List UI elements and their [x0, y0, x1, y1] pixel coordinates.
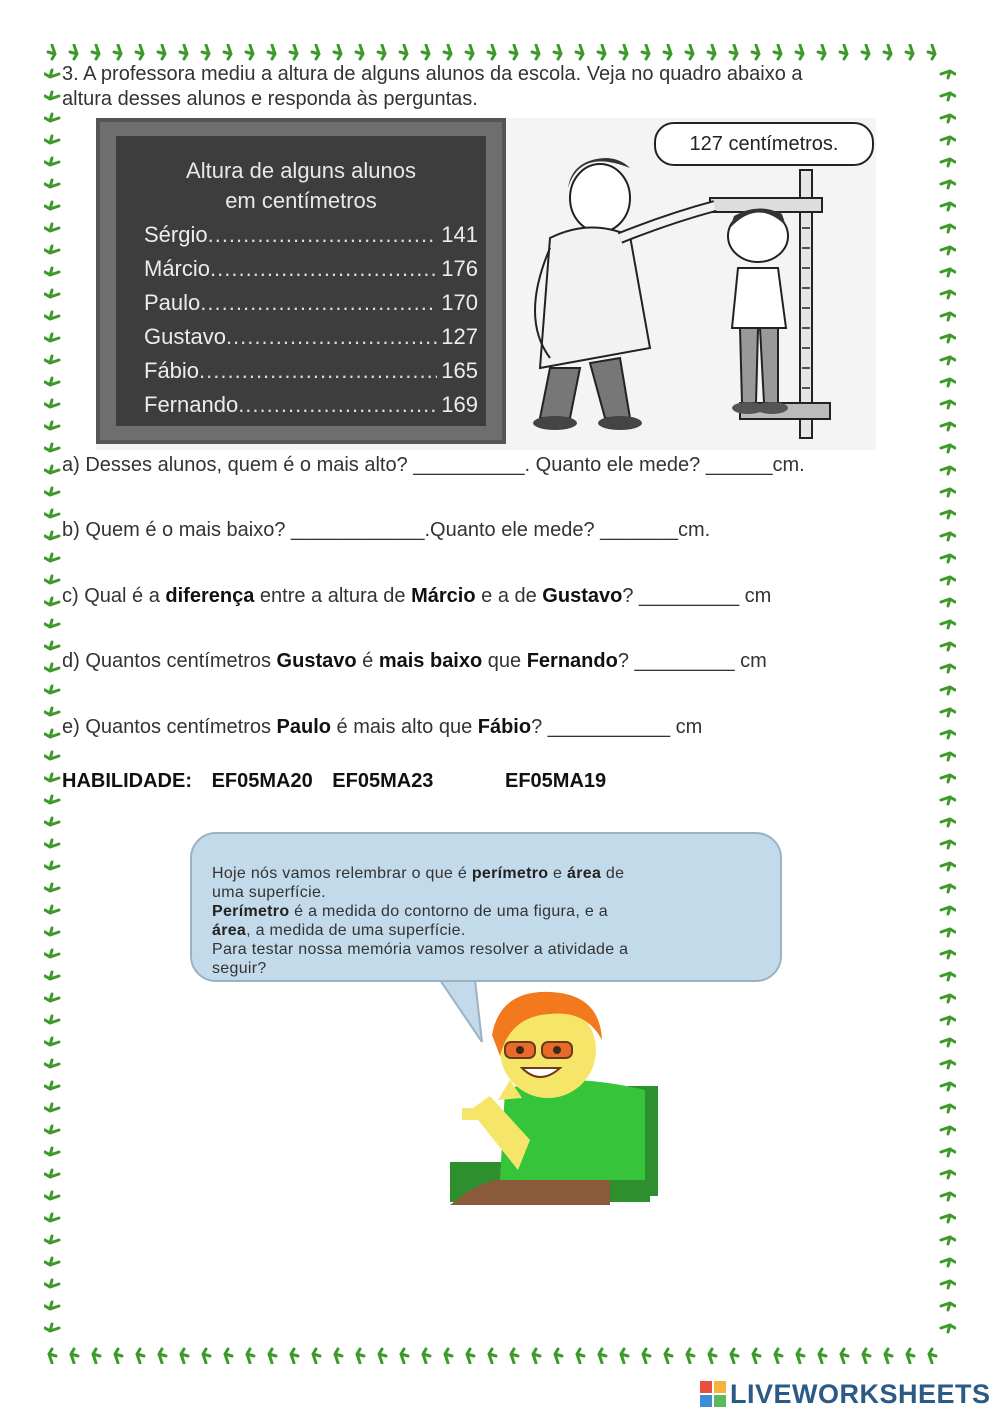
vine-leaf: [401, 1349, 408, 1363]
text-part: ? ___________ cm: [531, 716, 703, 738]
vine-leaf: [941, 1259, 955, 1266]
vine-leaf: [45, 1324, 59, 1331]
bold-term: área: [212, 922, 247, 939]
vine-leaf: [510, 45, 517, 59]
vine-leaf: [819, 1349, 826, 1363]
vine-leaf: [45, 840, 59, 847]
vine-leaf: [45, 356, 59, 363]
vine-leaf: [45, 312, 59, 319]
vine-leaf: [45, 1148, 59, 1155]
vine-leaf: [45, 1170, 59, 1177]
habilidade-code: EF05MA20: [211, 770, 313, 792]
vine-leaf: [753, 1349, 760, 1363]
text-part: d) Quantos centímetros: [62, 650, 277, 672]
vine-leaf: [202, 45, 209, 59]
vine-leaf: [45, 202, 59, 209]
vine-leaf: [45, 400, 59, 407]
vine-leaf: [941, 1237, 955, 1244]
vine-leaf: [941, 907, 955, 914]
vine-leaf: [45, 224, 59, 231]
text-part: Hoje nós vamos relembrar o que é: [212, 865, 472, 882]
question-d: [62, 650, 767, 673]
vine-leaf: [941, 995, 955, 1002]
vine-leaf: [45, 906, 59, 913]
student-height: 170: [441, 290, 478, 315]
vine-leaf: [752, 45, 759, 59]
vine-leaf: [378, 45, 385, 59]
vine-leaf: [598, 45, 605, 59]
vine-leaf: [687, 1349, 694, 1363]
leader-dots: [226, 324, 437, 350]
speech-line: [212, 921, 768, 940]
vine-leaf: [555, 1349, 562, 1363]
vine-leaf: [313, 1349, 320, 1363]
liveworksheets-logo-icon: [700, 1381, 726, 1407]
vine-leaf: [247, 1349, 254, 1363]
vine-leaf: [45, 598, 59, 605]
bold-term: Márcio: [411, 585, 476, 607]
vine-leaf: [532, 45, 539, 59]
vine-leaf: [941, 511, 955, 518]
question-c: [62, 585, 771, 608]
vine-leaf: [941, 1325, 955, 1332]
vine-leaf: [467, 1349, 474, 1363]
chalkboard-title: [100, 156, 502, 216]
vine-leaf: [941, 885, 955, 892]
vine-leaf: [941, 1061, 955, 1068]
leader-dots: [199, 358, 437, 384]
vine-leaf: [45, 114, 59, 121]
vine-leaf: [422, 45, 429, 59]
vine-leaf: [49, 1349, 56, 1363]
vine-leaf: [941, 401, 955, 408]
vine-leaf: [642, 45, 649, 59]
intro-line-1: 3. A professora mediu a altura de alguns alunos da escola. Veja no quadro abaixo a: [62, 63, 803, 85]
vine-leaf: [941, 269, 955, 276]
vine-leaf: [45, 1016, 59, 1023]
student-height: 127: [441, 324, 478, 349]
vine-leaf: [796, 45, 803, 59]
vine-leaf: [45, 994, 59, 1001]
vine-leaf: [941, 577, 955, 584]
leader-dots: [208, 222, 438, 248]
vine-leaf: [797, 1349, 804, 1363]
vine-leaf: [45, 554, 59, 561]
vine-leaf: [533, 1349, 540, 1363]
vine-leaf: [620, 45, 627, 59]
height-illustration: [96, 118, 876, 450]
vine-leaf: [941, 1127, 955, 1134]
vine-leaf: [511, 1349, 518, 1363]
vine-leaf: [907, 1349, 914, 1363]
vine-leaf: [45, 1192, 59, 1199]
vine-leaf: [45, 774, 59, 781]
question-3-intro: [62, 62, 942, 112]
vine-leaf: [941, 665, 955, 672]
text-part: entre a altura de: [254, 585, 412, 607]
habilidade-line: [62, 770, 606, 793]
vine-leaf: [356, 45, 363, 59]
speech-bubble-text: [212, 864, 768, 978]
vine-leaf: [941, 1215, 955, 1222]
vine-leaf: [941, 731, 955, 738]
height-row: [144, 222, 478, 248]
vine-leaf: [885, 1349, 892, 1363]
text-part: ? _________ cm: [622, 585, 772, 607]
bold-term: Paulo: [276, 716, 331, 738]
bold-term: Fábio: [477, 716, 532, 738]
student-name: Fernando: [144, 392, 239, 417]
height-row: [144, 392, 478, 418]
vine-leaf: [45, 1214, 59, 1221]
vine-leaf: [941, 181, 955, 188]
habilidade-code: EF05MA23: [332, 770, 434, 792]
vine-leaf: [941, 225, 955, 232]
vine-leaf: [621, 1349, 628, 1363]
vine-leaf: [379, 1349, 386, 1363]
vine-leaf: [941, 379, 955, 386]
vine-leaf: [941, 599, 955, 606]
vine-leaf: [45, 70, 59, 77]
vine-leaf: [45, 92, 59, 99]
vine-leaf: [181, 1349, 188, 1363]
text-part: c) Qual é a: [62, 585, 166, 607]
vine-leaf: [203, 1349, 210, 1363]
text-part: que: [482, 650, 527, 672]
vine-leaf: [45, 1082, 59, 1089]
vine-leaf: [45, 378, 59, 385]
speech-line: Para testar nossa memória vamos resolver a atividade a: [212, 941, 629, 958]
vine-leaf: [269, 1349, 276, 1363]
vine-leaf: [941, 533, 955, 540]
vine-leaf: [664, 45, 671, 59]
vine-leaf: [840, 45, 847, 59]
vine-leaf: [941, 929, 955, 936]
vine-leaf: [45, 246, 59, 253]
vine-leaf: [92, 45, 99, 59]
vine-leaf: [941, 423, 955, 430]
teacher-measuring-student-drawing: [510, 118, 876, 450]
leader-dots: [200, 290, 437, 316]
vine-leaf: [941, 621, 955, 628]
vine-leaf: [941, 489, 955, 496]
vine-leaf: [554, 45, 561, 59]
vine-leaf: [941, 1017, 955, 1024]
vine-leaf: [45, 686, 59, 693]
vine-leaf: [246, 45, 253, 59]
chalkboard-title-line-2: em centímetros: [225, 188, 377, 213]
vine-leaf: [941, 797, 955, 804]
vine-leaf: [115, 1349, 122, 1363]
bold-term: Gustavo: [542, 585, 623, 607]
question-a: a) Desses alunos, quem é o mais alto? __________. Quanto ele mede? ______cm.: [62, 454, 805, 476]
vine-leaf: [45, 818, 59, 825]
vine-leaf: [665, 1349, 672, 1363]
vine-leaf: [730, 45, 737, 59]
vine-leaf: [818, 45, 825, 59]
speech-line: [212, 902, 768, 921]
height-row: [144, 358, 478, 384]
vine-leaf: [941, 115, 955, 122]
vine-leaf: [941, 203, 955, 210]
text-part: é: [356, 650, 379, 672]
vine-leaf: [45, 576, 59, 583]
height-row: [144, 256, 478, 282]
vine-leaf: [45, 950, 59, 957]
leader-dots: [238, 392, 437, 418]
vine-leaf: [334, 45, 341, 59]
vine-leaf: [180, 45, 187, 59]
vine-leaf: [45, 730, 59, 737]
vine-leaf: [941, 643, 955, 650]
height-row: [144, 290, 478, 316]
bold-term: Fernando: [526, 650, 618, 672]
vine-leaf: [941, 335, 955, 342]
vine-leaf: [862, 45, 869, 59]
student-name: Márcio: [144, 256, 211, 281]
vine-leaf: [45, 972, 59, 979]
vine-leaf: [45, 290, 59, 297]
vine-leaf: [45, 422, 59, 429]
vine-leaf: [941, 555, 955, 562]
vine-leaf: [941, 1193, 955, 1200]
habilidade-code: EF05MA19: [505, 770, 607, 792]
vine-leaf: [45, 488, 59, 495]
vine-leaf: [488, 45, 495, 59]
vine-leaf: [45, 1038, 59, 1045]
vine-leaf: [268, 45, 275, 59]
student-height: 176: [441, 256, 478, 281]
text-part: de: [601, 865, 625, 882]
vine-leaf: [45, 862, 59, 869]
teacher-speech-bubble: 127 centímetros.: [654, 122, 874, 166]
vine-leaf: [45, 532, 59, 539]
vine-leaf: [941, 753, 955, 760]
bold-term: mais baixo: [378, 650, 483, 672]
vine-leaf: [731, 1349, 738, 1363]
vine-leaf: [774, 45, 781, 59]
vine-leaf: [941, 357, 955, 364]
vine-leaf: [941, 709, 955, 716]
vine-leaf: [45, 510, 59, 517]
vine-leaf: [941, 775, 955, 782]
vine-leaf: [906, 45, 913, 59]
vine-leaf: [941, 951, 955, 958]
bold-term: área: [567, 865, 602, 882]
vine-leaf: [45, 268, 59, 275]
vine-leaf: [71, 1349, 78, 1363]
text-part: é mais alto que: [331, 716, 478, 738]
vine-leaf: [941, 71, 955, 78]
vine-leaf: [400, 45, 407, 59]
vine-leaf: [48, 45, 55, 59]
vine-leaf: [45, 664, 59, 671]
vine-leaf: [708, 45, 715, 59]
thinking-character-illustration: [410, 990, 670, 1205]
vine-leaf: [45, 444, 59, 451]
chalkboard: [96, 118, 506, 444]
habilidade-label: HABILIDADE:: [62, 770, 192, 792]
vine-leaf: [941, 1105, 955, 1112]
vine-leaf: [941, 973, 955, 980]
vine-leaf: [928, 45, 935, 59]
bold-term: Gustavo: [276, 650, 357, 672]
bold-term: Perímetro: [212, 903, 290, 920]
vine-leaf: [941, 247, 955, 254]
vine-leaf: [45, 1280, 59, 1287]
speech-line: seguir?: [212, 960, 267, 977]
vine-leaf: [941, 863, 955, 870]
text-part: , a medida de uma superfície.: [246, 922, 466, 939]
liveworksheets-logo: [700, 1379, 991, 1409]
vine-leaf: [45, 136, 59, 143]
vine-leaf: [841, 1349, 848, 1363]
vine-leaf: [45, 1104, 59, 1111]
vine-leaf: [941, 1083, 955, 1090]
vine-leaf: [45, 158, 59, 165]
vine-leaf: [291, 1349, 298, 1363]
student-height: 169: [441, 392, 478, 417]
vine-leaf: [686, 45, 693, 59]
vine-leaf: [941, 1171, 955, 1178]
vine-leaf: [709, 1349, 716, 1363]
vine-leaf: [114, 45, 121, 59]
vine-leaf: [941, 1281, 955, 1288]
vine-leaf: [290, 45, 297, 59]
student-name: Paulo: [144, 290, 201, 315]
student-height: 141: [441, 222, 478, 247]
vine-leaf: [45, 466, 59, 473]
vine-leaf: [941, 819, 955, 826]
vine-leaf: [136, 45, 143, 59]
vine-leaf: [941, 93, 955, 100]
vine-leaf: [941, 841, 955, 848]
intro-line-2: altura desses alunos e responda às perguntas.: [62, 88, 478, 110]
vine-leaf: [489, 1349, 496, 1363]
vine-leaf: [70, 45, 77, 59]
vine-leaf: [423, 1349, 430, 1363]
vine-leaf: [577, 1349, 584, 1363]
text-part: e: [548, 865, 568, 882]
vine-leaf: [941, 137, 955, 144]
question-e: [62, 716, 702, 739]
vine-leaf: [941, 1303, 955, 1310]
vine-leaf: [45, 1258, 59, 1265]
bold-term: perímetro: [471, 865, 549, 882]
vine-leaf: [45, 620, 59, 627]
text-part: e a de: [475, 585, 543, 607]
vine-leaf: [643, 1349, 650, 1363]
vine-leaf: [93, 1349, 100, 1363]
vine-leaf: [158, 45, 165, 59]
text-part: e) Quantos centímetros: [62, 716, 277, 738]
vine-leaf: [45, 752, 59, 759]
vine-leaf: [576, 45, 583, 59]
vine-leaf: [45, 1126, 59, 1133]
chalkboard-title-line-1: Altura de alguns alunos: [186, 158, 416, 183]
bold-term: diferença: [165, 585, 255, 607]
speech-bubble: [190, 832, 782, 982]
vine-leaf: [45, 708, 59, 715]
vine-leaf: [941, 313, 955, 320]
vine-leaf: [45, 642, 59, 649]
vine-leaf: [445, 1349, 452, 1363]
vine-leaf: [357, 1349, 364, 1363]
vine-leaf: [45, 180, 59, 187]
vine-leaf: [45, 928, 59, 935]
text-part: é a medida do contorno de uma figura, e a: [289, 903, 608, 920]
vine-leaf: [312, 45, 319, 59]
vine-leaf: [941, 467, 955, 474]
height-row: [144, 324, 478, 350]
vine-leaf: [45, 1302, 59, 1309]
vine-leaf: [941, 1039, 955, 1046]
student-name: Fábio: [144, 358, 200, 383]
student-name: Gustavo: [144, 324, 226, 349]
vine-leaf: [45, 796, 59, 803]
student-name: Sérgio: [144, 222, 208, 247]
vine-leaf: [941, 1149, 955, 1156]
vine-leaf: [466, 45, 473, 59]
vine-leaf: [775, 1349, 782, 1363]
vine-leaf: [45, 884, 59, 891]
vine-leaf: [884, 45, 891, 59]
vine-leaf: [941, 445, 955, 452]
vine-leaf: [599, 1349, 606, 1363]
speech-line: uma superfície.: [212, 884, 326, 901]
speech-line: [212, 864, 768, 883]
vine-leaf: [444, 45, 451, 59]
text-part: ? _________ cm: [617, 650, 767, 672]
vine-leaf: [159, 1349, 166, 1363]
vine-leaf: [137, 1349, 144, 1363]
vine-leaf: [45, 1236, 59, 1243]
vine-leaf: [941, 687, 955, 694]
vine-leaf: [45, 1060, 59, 1067]
vine-leaf: [335, 1349, 342, 1363]
vine-leaf: [224, 45, 231, 59]
logo-text: LIVEWORKSHEETS: [730, 1378, 991, 1409]
vine-leaf: [225, 1349, 232, 1363]
leader-dots: [210, 256, 437, 282]
vine-leaf: [929, 1349, 936, 1363]
vine-leaf: [941, 291, 955, 298]
vine-leaf: [863, 1349, 870, 1363]
student-height: 165: [441, 358, 478, 383]
vine-leaf: [45, 334, 59, 341]
vine-leaf: [941, 159, 955, 166]
question-b: b) Quem é o mais baixo? ____________.Quanto ele mede? _______cm.: [62, 519, 711, 541]
